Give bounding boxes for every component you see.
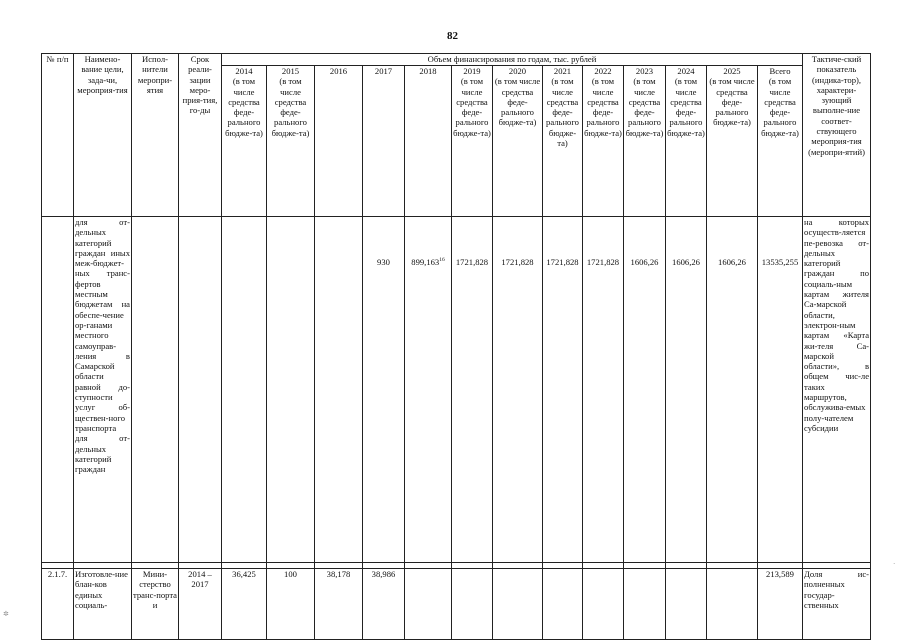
header-year-2014: 2014 (в том числе средства феде-рального бюдже-та) (222, 66, 267, 217)
value-2020 (493, 569, 543, 640)
value-2018-text: 899,163 (411, 257, 440, 267)
value-2022: 1721,828 (583, 217, 624, 563)
header-year-2015: 2015 (в том числе средства феде-рального бюдже-та) (267, 66, 315, 217)
table-row (42, 217, 871, 563)
header-year-2016: 2016 (315, 66, 363, 217)
value-2016: 38,178 (315, 569, 363, 640)
value-2022 (583, 569, 624, 640)
value-2025 (707, 569, 758, 640)
row-executors (132, 217, 179, 563)
value-2018 (405, 217, 452, 563)
row-number (42, 217, 74, 563)
header-year-2023: 2023 (в том числе средства феде-рального бюдже-та) (624, 66, 666, 217)
row-number: 2.1.7. (42, 569, 74, 640)
header-total: Всего (в том числе средства феде-рального бюдже-та) (758, 66, 803, 217)
row-period: 2014 – 2017 (179, 569, 222, 640)
value-2025: 1606,26 (707, 217, 758, 563)
header-year-2020: 2020 (в том числе средства феде-рального бюдже-та) (493, 66, 543, 217)
header-col-number: № п/п (42, 54, 74, 217)
scan-mark: · (893, 560, 896, 568)
value-2016 (315, 217, 363, 563)
value-2015 (267, 217, 315, 563)
value-2019 (452, 569, 493, 640)
header-col-period: Срок реали-зации меро-прия-тия, го-ды (179, 54, 222, 217)
value-2021 (543, 569, 583, 640)
row-name: для от-дельных категорий граждан иных меж-бюджет-ных транс-фертов местным бюджетам на обеспе-чение ор-ганами местного самоуправ-ления в Самарской области равной до-ступности услуг об-ществен-ного транспорта для от-дельных категорий граждан (74, 217, 132, 563)
value-2014 (222, 217, 267, 563)
footnote-mark: 16 (439, 257, 445, 264)
row-period (179, 217, 222, 563)
header-year-2018: 2018 (405, 66, 452, 217)
value-2017: 38,986 (363, 569, 405, 640)
value-total: 13535,255 (758, 217, 803, 563)
header-col-executors: Испол-нители меропри-ятия (132, 54, 179, 217)
scan-mark: ✲ (3, 610, 9, 618)
row-name: Изготовле-ние блан-ков единых социаль- (74, 569, 132, 640)
header-col-name: Наимено-вание цели, зада-чи, мероприя-тия (74, 54, 132, 217)
value-2024: 1606,26 (666, 217, 707, 563)
financing-table-sheet (41, 53, 870, 633)
table-row (42, 569, 871, 640)
header-financing-group: Объем финансирования по годам, тыс. рублей (222, 54, 803, 66)
header-year-2024: 2024 (в том числе средства феде-рального бюдже-та) (666, 66, 707, 217)
value-2020: 1721,828 (493, 217, 543, 563)
value-2021: 1721,828 (543, 217, 583, 563)
row-indicator: Доля ис-полненных государ-ственных (803, 569, 871, 640)
value-2015: 100 (267, 569, 315, 640)
header-year-2017: 2017 (363, 66, 405, 217)
value-2019: 1721,828 (452, 217, 493, 563)
header-year-2022: 2022 (в том числе средства феде-рального бюдже-та) (583, 66, 624, 217)
value-2014: 36,425 (222, 569, 267, 640)
page-number: 82 (447, 30, 458, 42)
header-year-2025: 2025 (в том числе средства феде-рального бюдже-та) (707, 66, 758, 217)
value-2018 (405, 569, 452, 640)
header-year-2019: 2019 (в том числе средства феде-рального бюдже-та) (452, 66, 493, 217)
value-2023 (624, 569, 666, 640)
value-2024 (666, 569, 707, 640)
value-2017: 930 (363, 217, 405, 563)
financing-table (41, 53, 871, 640)
header-year-2021: 2021 (в том числе средства феде-рального бюдже-та) (543, 66, 583, 217)
header-col-indicator: Тактиче-ский показатель (индика-тор), характери-зующий выполне-ние соответ-ствующего мероприя-тия (меропри-ятий) (803, 54, 871, 217)
value-2023: 1606,26 (624, 217, 666, 563)
row-executors: Мини-стерство транс-порта и (132, 569, 179, 640)
value-total: 213,589 (758, 569, 803, 640)
header-row-1 (42, 54, 871, 66)
row-indicator: на которых осуществ-ляется пе-ревозка от-дельных категорий граждан по социаль-ным картам жителя Са-марской области, электрон-ным картам «Карта жи-теля Са-марской области», в общем чис-ле таких маршрутов, обслужива-емых полу-чателем субсидии (803, 217, 871, 563)
